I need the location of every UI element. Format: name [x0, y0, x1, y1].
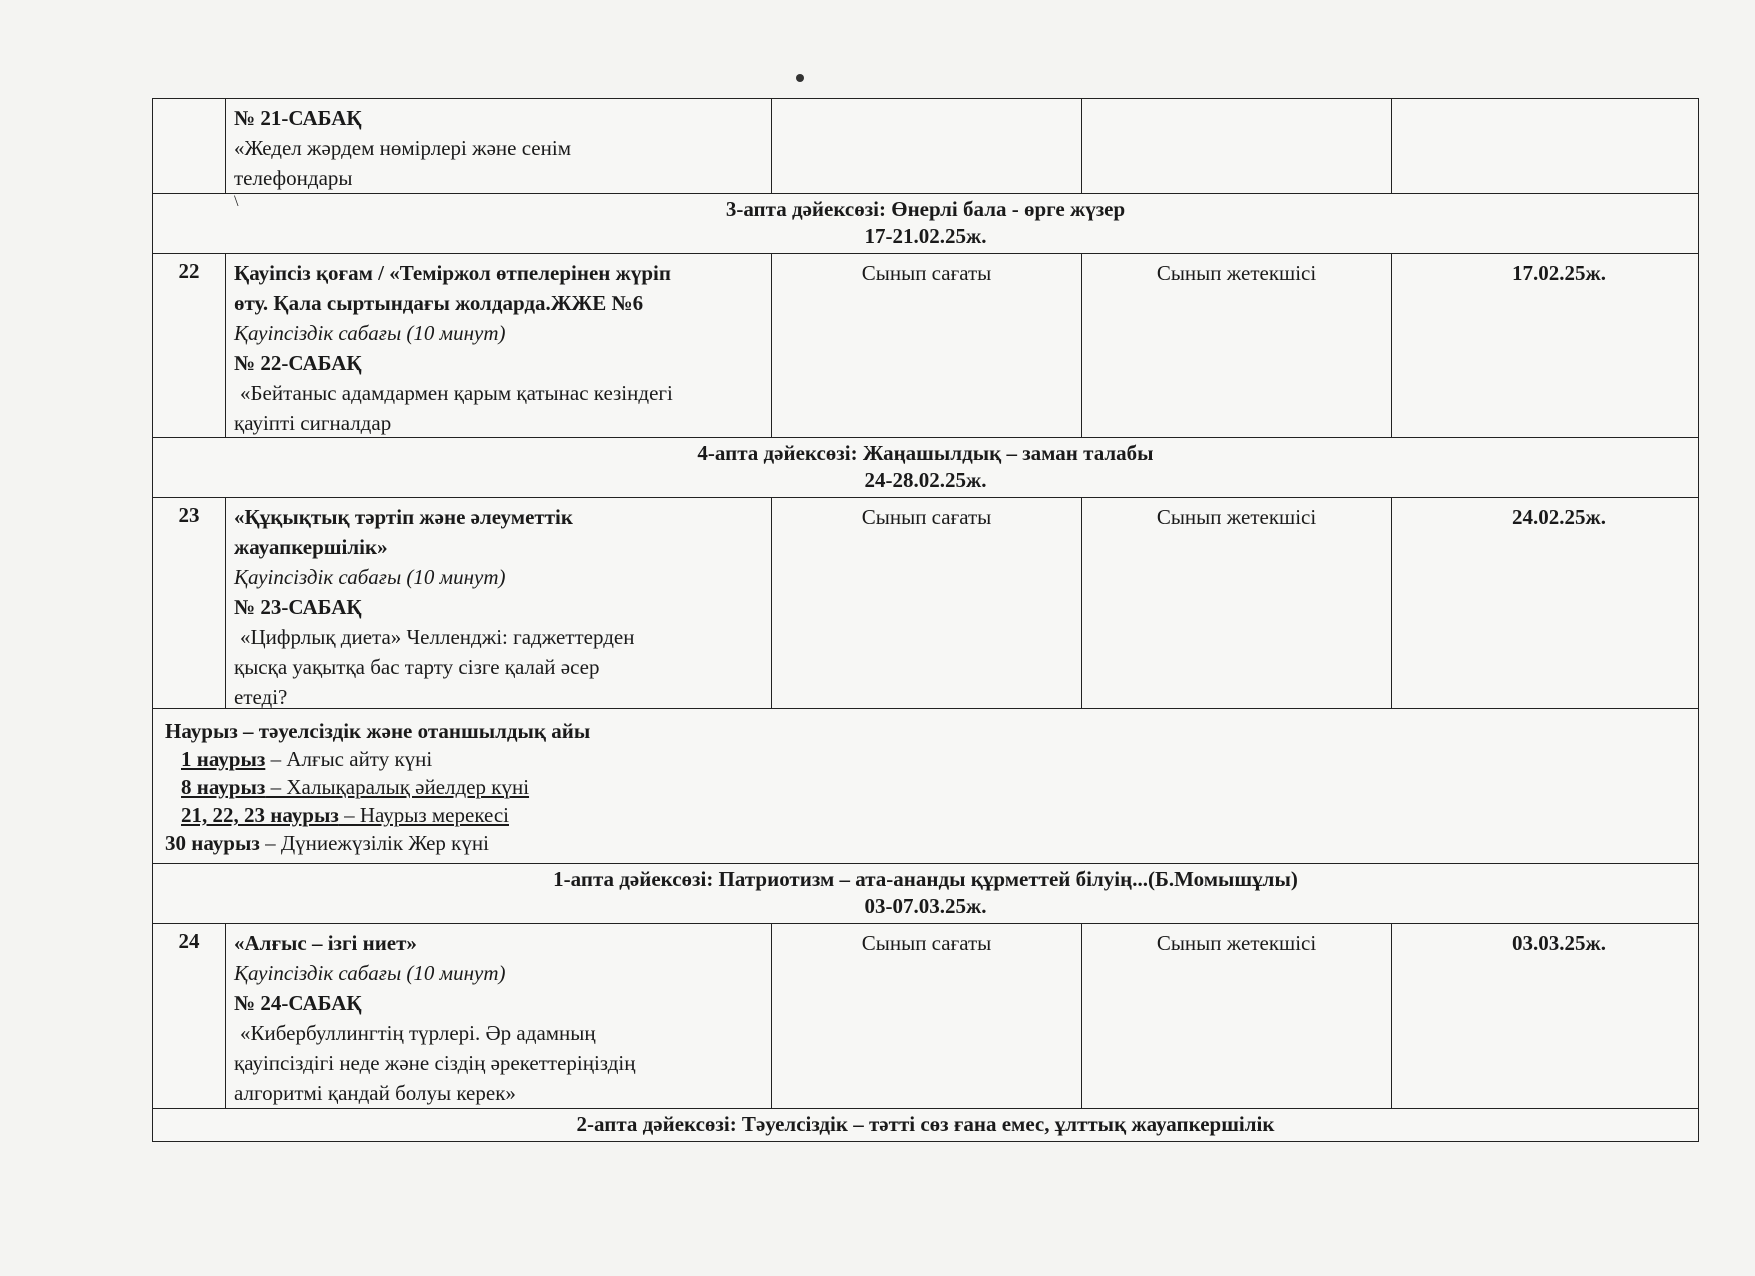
topic-line: өту. Қала сыртындағы жолдарда.ЖЖЕ №6 — [234, 291, 644, 315]
plan-table — [152, 98, 1699, 1142]
safety-lesson: Қауіпсіздік сабағы (10 минут) — [234, 565, 506, 589]
subtopic-line: «Бейтаныс адамдармен қарым қатынас кезіндегі — [240, 381, 673, 405]
cell-date: 03.03.25ж. — [1512, 931, 1606, 955]
table-row-24 — [153, 924, 1698, 1109]
lesson-label: № 22-САБАҚ — [234, 351, 362, 375]
week-header-4 — [153, 438, 1698, 498]
lesson-label: № 24-САБАҚ — [234, 991, 362, 1015]
week-quote: 2-апта дәйексөзі: Тәуелсіздік – тәтті сөз ғана емес, ұлттық жауапкершілік — [576, 1112, 1275, 1136]
cell-responsible: Сынып жетекшісі — [1082, 498, 1392, 708]
holiday-name: – Наурыз мерекесі — [338, 803, 509, 827]
table-row-22 — [153, 254, 1698, 438]
subtopic-line: қауіпті сигналдар — [234, 411, 392, 435]
holiday-date: 30 наурыз — [165, 831, 260, 855]
month-title: Наурыз – тәуелсіздік және отаншылдық айы — [165, 719, 591, 743]
holiday-item — [165, 773, 1686, 801]
subtopic-line: қауіпсіздігі неде және сіздің әрекеттеріңіздің — [234, 1051, 636, 1075]
cell-responsible: Сынып жетекшісі — [1082, 254, 1392, 437]
stray-mark: \ — [234, 193, 239, 210]
holiday-date: 8 наурыз — [181, 775, 266, 799]
week-quote: 3-апта дәйексөзі: Өнерлі бала - өрге жүзер — [725, 197, 1126, 221]
holiday-date: 1 наурыз — [181, 747, 266, 771]
subtopic-line: «Цифрлық диета» Челленджі: гаджеттерден — [240, 625, 635, 649]
safety-lesson: Қауіпсіздік сабағы (10 минут) — [234, 321, 506, 345]
cell-number — [153, 99, 226, 193]
cell-form: Сынып сағаты — [772, 498, 1082, 708]
week-dates: 17-21.02.25ж. — [864, 224, 987, 248]
holiday-name: – Алғыс айту күні — [265, 747, 433, 771]
subtopic-line: «Кибербуллингтің түрлері. Әр адамның — [240, 1021, 596, 1045]
holiday-date: 21, 22, 23 наурыз — [181, 803, 339, 827]
week-header-3 — [153, 194, 1698, 254]
cell-form: Сынып сағаты — [772, 254, 1082, 437]
topic-line: жауапкершілік» — [234, 535, 388, 559]
safety-lesson: Қауіпсіздік сабағы (10 минут) — [234, 961, 506, 985]
cell-number: 24 — [153, 924, 226, 1108]
lesson-label: № 23-САБАҚ — [234, 595, 362, 619]
holiday-item — [165, 829, 1686, 857]
cell-topic — [226, 99, 772, 210]
week-quote: 4-апта дәйексөзі: Жаңашылдық – заман талабы — [697, 441, 1154, 465]
scan-dot — [796, 74, 804, 82]
topic-line: телефондары — [234, 166, 353, 190]
week-header-1 — [153, 864, 1698, 924]
cell-date — [1392, 99, 1698, 193]
cell-date: 17.02.25ж. — [1512, 261, 1606, 285]
cell-date: 24.02.25ж. — [1512, 505, 1606, 529]
topic-line: «Жедел жәрдем нөмірлері және сенім — [234, 136, 571, 160]
subtopic-line: қысқа уақытқа бас тарту сізге қалай әсер — [234, 655, 600, 679]
holiday-name: – Дүниежүзілік Жер күні — [259, 831, 489, 855]
cell-number: 22 — [153, 254, 226, 437]
holiday-item — [165, 745, 1686, 773]
week-dates: 24-28.02.25ж. — [864, 468, 987, 492]
topic-line: «Құқықтық тәртіп және әлеуметтік — [234, 505, 573, 529]
cell-topic — [226, 924, 772, 1108]
cell-topic — [226, 498, 772, 708]
week-header-2 — [153, 1109, 1698, 1141]
topic-line: «Алғыс – ізгі ниет» — [234, 931, 417, 955]
cell-form — [772, 99, 1082, 193]
cell-responsible — [1082, 99, 1392, 193]
table-row-23 — [153, 498, 1698, 709]
holiday-name: – Халықаралық әйелдер күні — [265, 775, 530, 799]
cell-number: 23 — [153, 498, 226, 708]
cell-responsible: Сынып жетекшісі — [1082, 924, 1392, 1108]
lesson-label: № 21-САБАҚ — [234, 106, 362, 130]
topic-line: Қауіпсіз қоғам / «Теміржол өтпелерінен жүріп — [234, 261, 671, 285]
subtopic-line: алгоритмі қандай болуы керек» — [234, 1081, 516, 1105]
subtopic-line: етеді? — [234, 685, 288, 709]
cell-form: Сынып сағаты — [772, 924, 1082, 1108]
month-section — [153, 709, 1698, 864]
week-quote: 1-апта дәйексөзі: Патриотизм – ата-ананды құрметтей білуің...(Б.Момышұлы) — [553, 867, 1298, 891]
holiday-item — [165, 801, 1686, 829]
cell-topic — [226, 254, 772, 437]
week-dates: 03-07.03.25ж. — [864, 894, 987, 918]
